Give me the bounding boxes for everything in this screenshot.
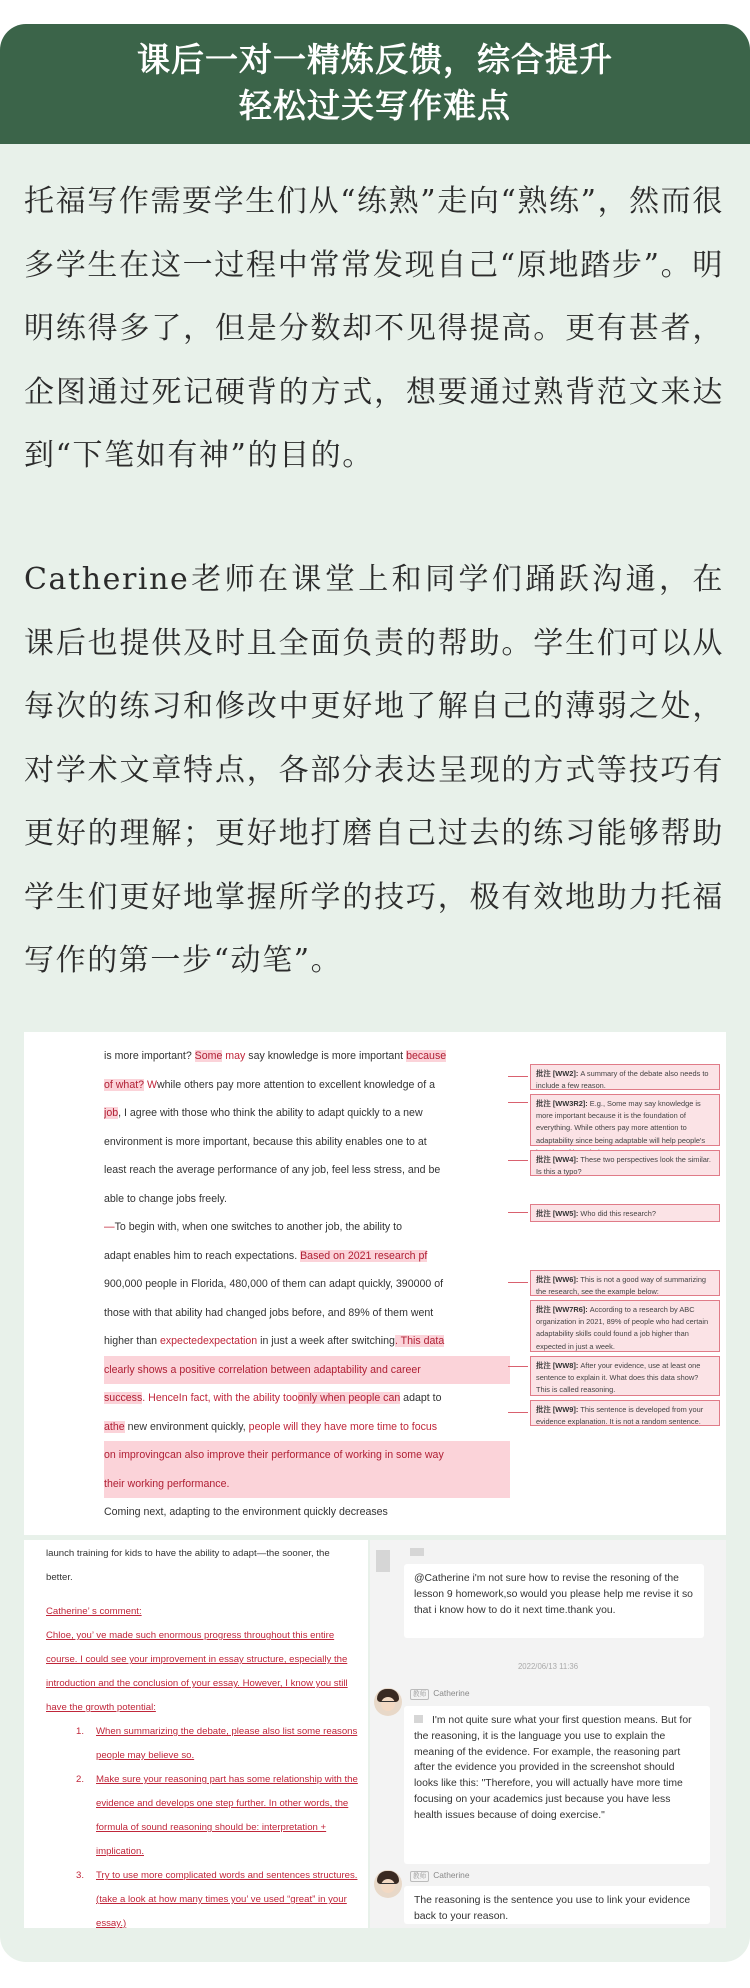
message-timestamp: 2022/06/13 11:36 xyxy=(517,1662,579,1671)
comment-bubble: 批注 [WW2]: A summary of the debate also needs to include a few reason. xyxy=(530,1064,720,1090)
comment-bubble: 批注 [WW6]: This is not a good way of summarizing the research, see the example below: xyxy=(530,1270,720,1296)
comment-bubble: 批注 [WW8]: After your evidence, use at least one sentence to explain it. What does this data show? This is called reasoning. xyxy=(530,1356,720,1396)
intro-paragraph-2: Catherine老师在课堂上和同学们踊跃沟通，在课后也提供及时且全面负责的帮助。学生们可以从每次的练习和修改中更好地了解自己的薄弱之处，对学术文章特点，各部分表达呈现的方式等技巧有更好的理解；更好地打磨自己过去的练习能够帮助学生们更好地掌握所学的技巧，极有效地助力托福写作的第一步“动笔”。 xyxy=(24,562,724,978)
essay-line: adapt enables him to reach expectations. Based on 2021 research pf xyxy=(104,1249,428,1262)
header-title-line2: 轻松过关写作难点 xyxy=(239,86,511,125)
sender-name: 教师 Catherine xyxy=(410,1870,470,1882)
essay-line: least reach the average performance of any job, feel less stress, and be xyxy=(104,1164,441,1176)
blurred-name xyxy=(410,1548,424,1556)
essay-line: success. HenceIn fact, with the ability tooonly when people can adapt to xyxy=(104,1392,442,1404)
card-header xyxy=(0,24,750,144)
chat-screenshot xyxy=(370,1540,726,1928)
comment-heading: Catherine’ s comment: xyxy=(46,1606,142,1617)
essay-line: their working performance. xyxy=(104,1470,510,1499)
essay-line: on improvingcan also improve their performance of working in some way xyxy=(104,1441,510,1470)
comment-item: 2. Make sure your reasoning part has some relationship with the evidence and develops one step further. In other words, the formula of sound reasoning should be: interpretation + implication. xyxy=(76,1774,358,1857)
essay-line: able to change jobs freely. xyxy=(104,1192,227,1205)
essay-line: 900,000 people in Florida, 480,000 of them can adapt quickly, 390000 of xyxy=(104,1278,444,1290)
annotated-essay-screenshot xyxy=(24,1032,726,1535)
essay-line: Coming next, adapting to the environment quickly decreases xyxy=(104,1506,388,1518)
intro-paragraph-1: 托福写作需要学生们从“练熟”走向“熟练”，然而很多学生在这一过程中常常发现自己“原地踏步”。明明练得多了，但是分数却不见得提高。更有甚者，企图通过死记硬背的方式，想要通过熟背范文来达到“下笔如有神”的目的。 xyxy=(24,184,724,473)
teacher-comment-body xyxy=(46,1600,358,1928)
teacher-avatar xyxy=(374,1688,402,1716)
essay-line: is more important? Some may say knowledge is more important because xyxy=(104,1050,447,1062)
comment-bubble: 批注 [WW3R2]: E.g., Some may say knowledge is more important because it is the foundation of everything. While others pay more attention to adaptability since being adaptable will help people's xyxy=(530,1094,720,1146)
comment-bubble: 批注 [WW9]: This sentence is developed from your evidence explanation. It is not a random sentence. xyxy=(530,1400,720,1426)
teacher-message: The reasoning is the sentence you use to link your evidence back to your reason. xyxy=(404,1886,710,1924)
blurred-mention xyxy=(414,1715,423,1723)
comment-bubble: 批注 [WW7R6]: According to a research by ABC organization in 2021, 89% of people who had certain adaptability skills could found a job higher than expected in just a week. xyxy=(530,1300,720,1352)
essay-ending-text: launch training for kids to have the ability to adapt—the sooner, the better. xyxy=(46,1548,330,1583)
feedback-card xyxy=(0,24,750,1962)
comment-item: 1. When summarizing the debate, please also list some reasons people may believe so. xyxy=(76,1726,358,1761)
blurred-avatar xyxy=(376,1550,390,1572)
header-title-line1: 课后一对一精炼反馈，综合提升 xyxy=(137,40,613,79)
comment-bubble: 批注 [WW5]: Who did this research? xyxy=(530,1204,720,1222)
essay-line: —To begin with, when one switches to another job, the ability to xyxy=(104,1221,402,1233)
essay-line: of what? Wwhile others pay more attention to excellent knowledge of a xyxy=(104,1078,435,1091)
teacher-message: I'm not quite sure what your first question means. But for the reasoning, it is the language you use to explain the meaning of the evidence. For example, the reasoning part after the evidence you provided in the screenshot should looks like this: "Therefore, you will actually have more time focusing on your academics just because you have less health issues because of doing exercise." xyxy=(404,1706,710,1864)
teacher-comment-screenshot xyxy=(24,1540,368,1928)
essay-line: athe new environment quickly, people will they have more time to focus xyxy=(104,1420,438,1433)
sender-name: 教师 Catherine xyxy=(410,1688,470,1700)
essay-line: higher than expectedexpectation in just a week after switching. This data xyxy=(104,1335,445,1347)
essay-text xyxy=(104,1042,510,1527)
student-message: @Catherine i'm not sure how to revise the resoning of the lesson 9 homework,so would you please help me revise it so that i know how to do it next time.thank you. xyxy=(404,1564,704,1638)
essay-line: those with that ability had changed jobs before, and 89% of them went xyxy=(104,1306,434,1319)
essay-line: job, I agree with those who think the ability to adapt quickly to a new xyxy=(104,1107,423,1119)
essay-line: clearly shows a positive correlation between adaptability and career xyxy=(104,1356,510,1385)
comment-intro: Chloe, you’ ve made such enormous progress throughout this entire course. I could see your improvement in essay structure, especially the introduction and the conclusion of your essay. However, I know you still have the growth potential: xyxy=(46,1630,348,1713)
comment-bubble: 批注 [WW4]: These two perspectives look the similar. Is this a typo? xyxy=(530,1150,720,1176)
comment-item: 3. Try to use more complicated words and sentences structures. (take a look at how many times you’ ve used “great” in your essay.) xyxy=(76,1870,358,1928)
teacher-avatar xyxy=(374,1870,402,1898)
essay-line: environment is more important, because this ability enables one to at xyxy=(104,1135,427,1148)
